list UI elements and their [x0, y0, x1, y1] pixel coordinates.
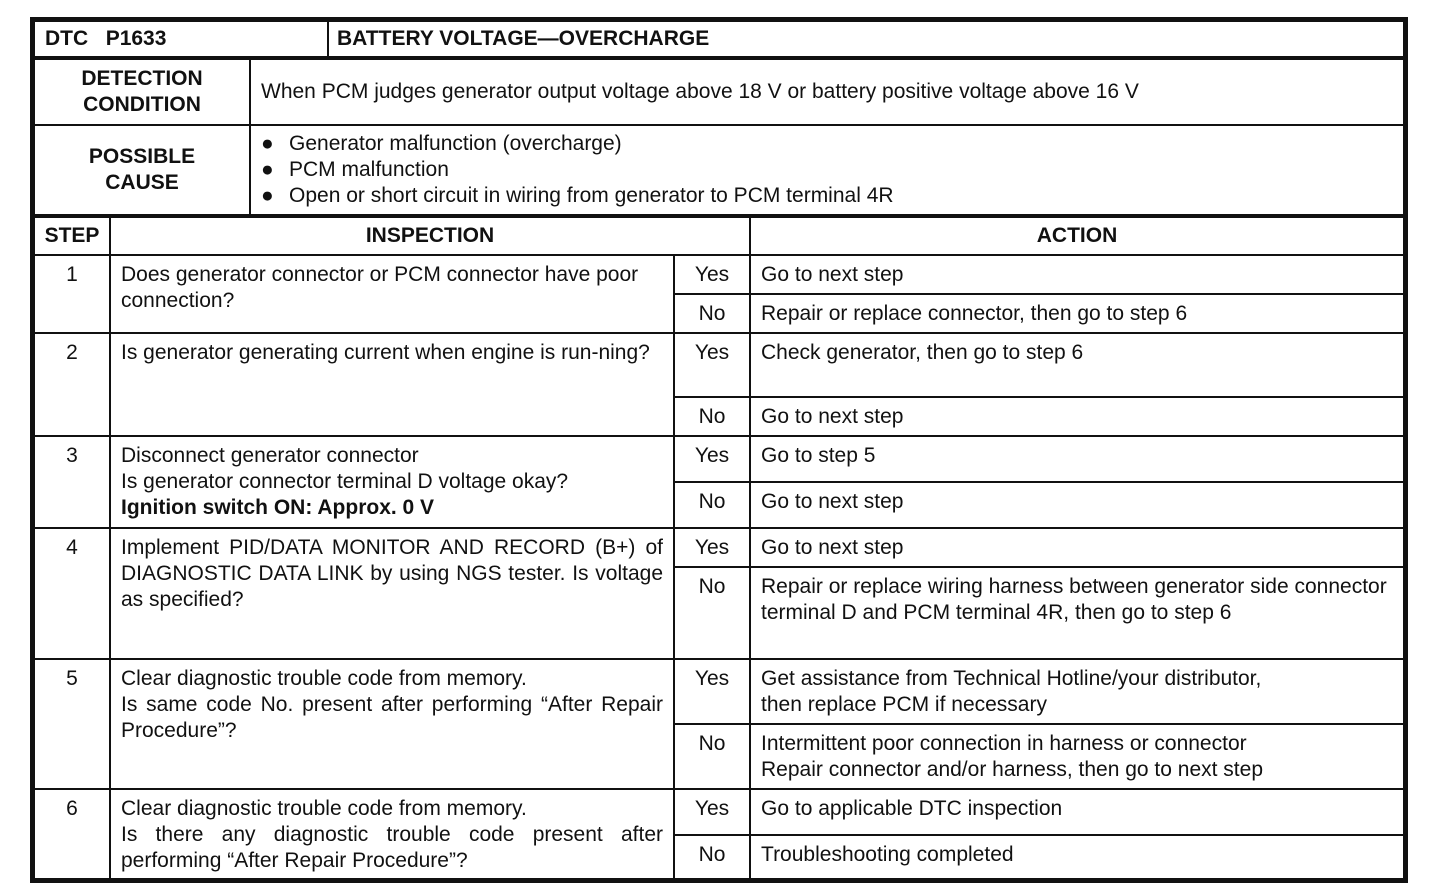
- yes-label: Yes: [674, 436, 750, 482]
- dtc-label: DTC: [45, 27, 89, 50]
- yes-action: [750, 659, 1404, 724]
- dtc-header-row: [34, 21, 1404, 57]
- no-action: Go to next step: [750, 482, 1404, 528]
- cause-item: [257, 157, 1395, 183]
- inspection-line: Disconnect generator connector: [121, 444, 419, 467]
- cause-label: [34, 125, 250, 215]
- step-2-yes-row: [34, 333, 1404, 397]
- detection-row: [34, 59, 1404, 125]
- step-number: 6: [34, 789, 110, 879]
- action-line: Repair connector and/or harness, then go to next step: [761, 758, 1263, 781]
- inspection-table: [33, 216, 1405, 880]
- yes-label: Yes: [674, 255, 750, 294]
- no-label: No: [674, 397, 750, 436]
- action-line: Intermittent poor connection in harness or connector: [761, 732, 1247, 755]
- no-label: No: [674, 482, 750, 528]
- step-inspection: Implement PID/DATA MONITOR AND RECORD (B+) of DIAGNOSTIC DATA LINK by using NGS tester. Is voltage as specified?: [110, 528, 674, 659]
- inspection-line: Clear diagnostic trouble code from memory.: [121, 667, 527, 690]
- inspection-line: Is same code No. present after performing “After Repair Procedure”?: [121, 693, 663, 742]
- no-action: [750, 724, 1404, 789]
- dtc-info-table: [33, 58, 1405, 216]
- inspection-line: Is there any diagnostic trouble code present after performing “After Repair Procedure”?: [121, 823, 663, 872]
- cause-item-text: Generator malfunction (overcharge): [289, 132, 622, 155]
- cause-item: [257, 183, 1395, 209]
- bullet-icon: ●: [261, 158, 274, 181]
- detection-label: [34, 59, 250, 125]
- step-5-yes-row: [34, 659, 1404, 724]
- step-inspection: [110, 659, 674, 789]
- cause-label-line1: POSSIBLE: [88, 145, 196, 168]
- yes-action: Go to next step: [750, 255, 1404, 294]
- column-step: STEP: [34, 217, 110, 255]
- dtc-code: P1633: [105, 27, 167, 50]
- cause-list-cell: [250, 125, 1404, 215]
- yes-action: Check generator, then go to step 6: [750, 333, 1404, 397]
- no-action: Troubleshooting completed: [750, 835, 1404, 879]
- yes-action: Go to next step: [750, 528, 1404, 567]
- cause-item-text: PCM malfunction: [289, 158, 449, 181]
- cause-row: [34, 125, 1404, 215]
- cause-item: [257, 131, 1395, 157]
- cause-item-text: Open or short circuit in wiring from generator to PCM terminal 4R: [289, 184, 894, 207]
- column-inspection: INSPECTION: [110, 217, 750, 255]
- dtc-title: BATTERY VOLTAGE—OVERCHARGE: [328, 21, 1404, 57]
- no-label: No: [674, 724, 750, 789]
- step-inspection: Is generator generating current when engine is run-ning?: [110, 333, 674, 436]
- no-action: Repair or replace connector, then go to step 6: [750, 294, 1404, 333]
- step-number: 1: [34, 255, 110, 333]
- detection-text: When PCM judges generator output voltage above 18 V or battery positive voltage above 16 V: [250, 59, 1404, 125]
- no-label: No: [674, 294, 750, 333]
- cause-list: [257, 127, 1395, 213]
- step-1-yes-row: [34, 255, 1404, 294]
- no-label: No: [674, 567, 750, 659]
- step-number: 5: [34, 659, 110, 789]
- dtc-sheet: [30, 17, 1408, 883]
- inspection-spec: Ignition switch ON: Approx. 0 V: [121, 496, 435, 519]
- no-action: Repair or replace wiring harness between generator side connector terminal D and PCM terminal 4R, then go to step 6: [750, 567, 1404, 659]
- yes-action: Go to step 5: [750, 436, 1404, 482]
- no-label: No: [674, 835, 750, 879]
- step-6-yes-row: [34, 789, 1404, 835]
- yes-label: Yes: [674, 528, 750, 567]
- step-number: 2: [34, 333, 110, 436]
- yes-label: Yes: [674, 789, 750, 835]
- column-action: ACTION: [750, 217, 1404, 255]
- no-action: Go to next step: [750, 397, 1404, 436]
- detection-label-line1: DETECTION: [81, 67, 203, 90]
- inspection-line: Is generator connector terminal D voltage okay?: [121, 470, 569, 493]
- step-inspection: Does generator connector or PCM connector have poor connection?: [110, 255, 674, 333]
- action-line: Get assistance from Technical Hotline/your distributor,: [761, 667, 1262, 690]
- cause-label-line2: CAUSE: [105, 171, 179, 194]
- dtc-header-table: [33, 20, 1405, 58]
- detection-label-line2: CONDITION: [83, 93, 201, 116]
- step-3-yes-row: [34, 436, 1404, 482]
- step-inspection: [110, 789, 674, 879]
- bullet-icon: ●: [261, 132, 274, 155]
- dtc-code-cell: [34, 21, 328, 57]
- step-inspection: [110, 436, 674, 528]
- action-line: then replace PCM if necessary: [761, 693, 1047, 716]
- bullet-icon: ●: [261, 184, 274, 207]
- step-4-yes-row: [34, 528, 1404, 567]
- step-number: 3: [34, 436, 110, 528]
- column-header-row: [34, 217, 1404, 255]
- step-number: 4: [34, 528, 110, 659]
- yes-label: Yes: [674, 333, 750, 397]
- yes-action: Go to applicable DTC inspection: [750, 789, 1404, 835]
- inspection-line: Clear diagnostic trouble code from memory.: [121, 797, 527, 820]
- yes-label: Yes: [674, 659, 750, 724]
